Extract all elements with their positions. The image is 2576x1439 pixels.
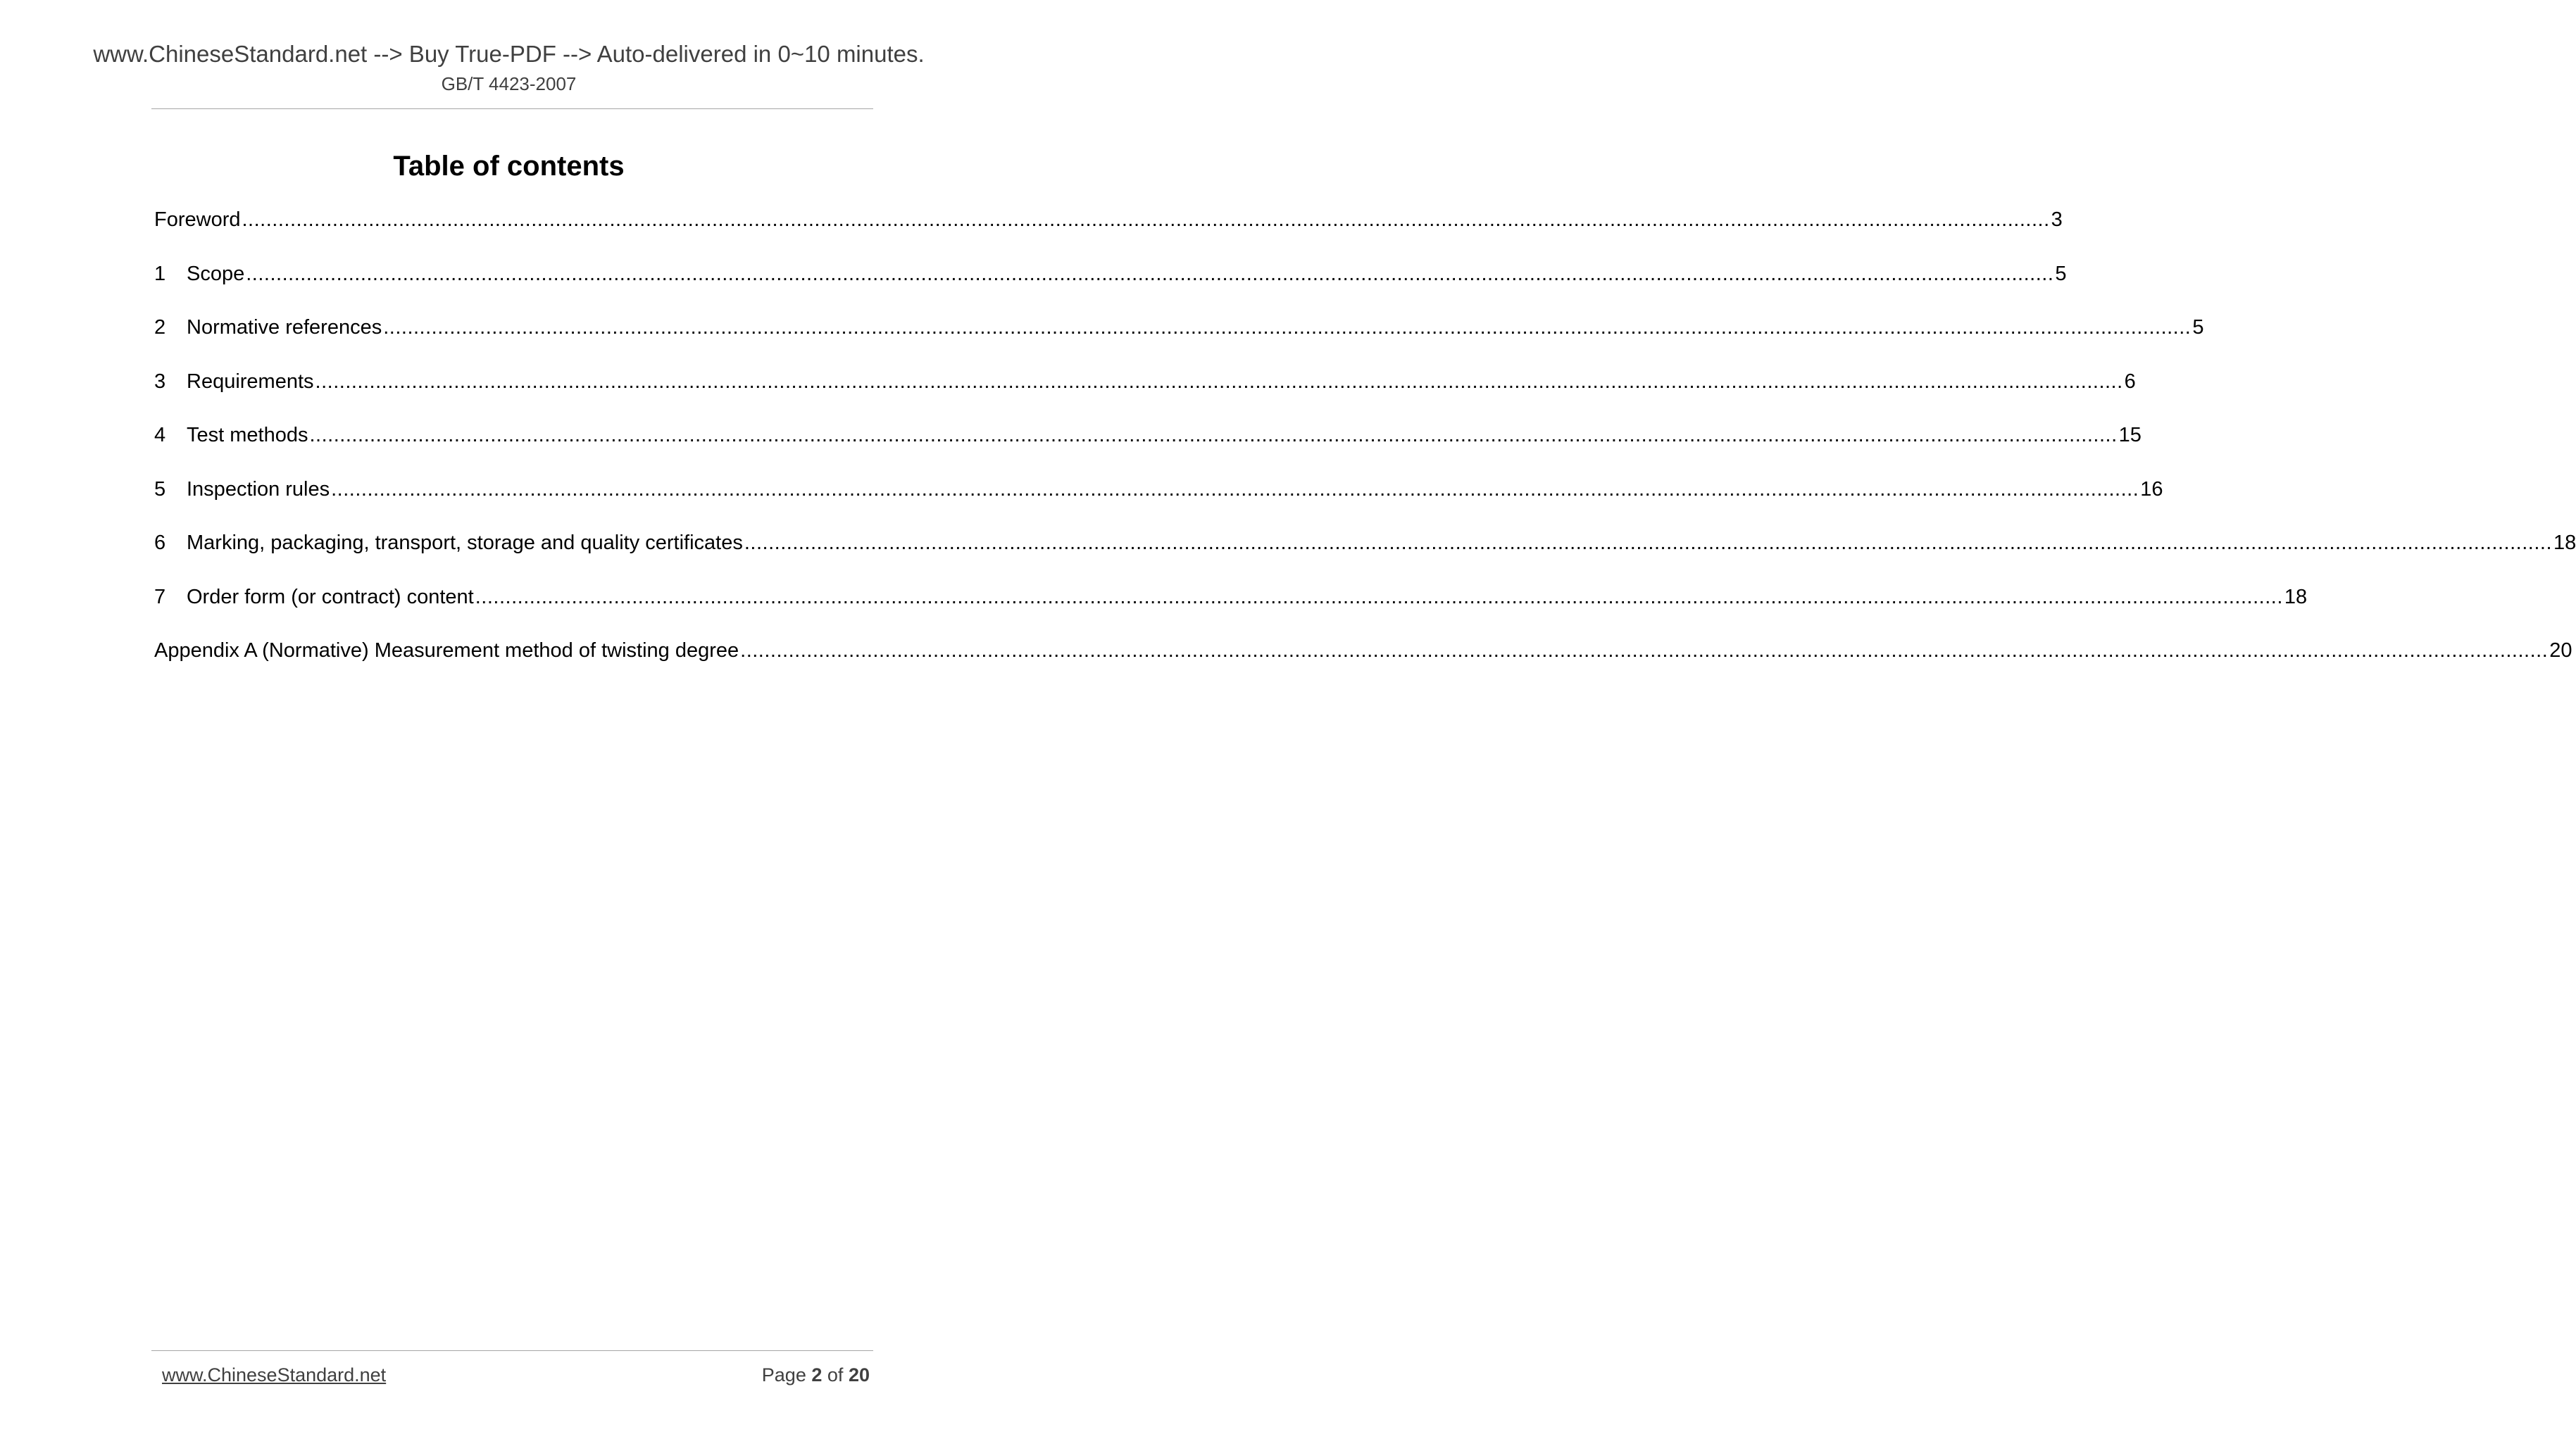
- toc-entry-page: 16: [2140, 477, 2163, 501]
- header-divider: [151, 108, 873, 109]
- toc-entry-label: Requirements: [187, 370, 314, 393]
- toc-entry-page: 18: [2284, 585, 2308, 608]
- page-prefix: Page: [761, 1364, 806, 1385]
- toc-entry-page: 6: [2124, 370, 2136, 393]
- toc-entry-foreword[interactable]: [154, 208, 2063, 263]
- toc-entry-test-methods[interactable]: [154, 424, 2142, 478]
- toc-entry-number: 7: [154, 585, 166, 608]
- toc-entry-label: Appendix A (Normative) Measurement method of twisting degree: [154, 639, 739, 662]
- toc-leader-dots: ............................................................................................................................................................................................................................................................................................................: [315, 370, 2123, 393]
- page-total: 20: [848, 1364, 870, 1385]
- toc-entry-normative-references[interactable]: [154, 316, 2204, 370]
- toc-entry-page: 18: [2553, 532, 2576, 554]
- toc-entry-label: Foreword: [154, 208, 241, 231]
- header-standard-code: GB/T 4423-2007: [441, 73, 577, 94]
- header-site-banner: www.ChineseStandard.net --> Buy True-PDF --> Auto-delivered in 0~10 minutes.: [93, 41, 925, 67]
- toc-leader-dots: ............................................................................................................................................................................................................................................................................................................: [331, 477, 2139, 501]
- toc-entry-label: Normative references: [187, 316, 382, 339]
- toc-entry-label: Scope: [187, 262, 245, 285]
- page-indicator: [762, 1364, 870, 1386]
- toc-leader-dots: ............................................................................................................................................................................................................................................................................................................: [242, 208, 2050, 231]
- table-of-contents: [154, 208, 2576, 693]
- toc-entry-appendix-a[interactable]: [154, 639, 2572, 693]
- toc-entry-page: 15: [2118, 424, 2142, 446]
- toc-entry-scope[interactable]: [154, 262, 2067, 317]
- toc-entry-order-form[interactable]: [154, 585, 2308, 640]
- toc-leader-dots: ............................................................................................................................................................................................................................................................................................................: [475, 585, 2283, 608]
- toc-leader-dots: ............................................................................................................................................................................................................................................................................................................: [309, 424, 2118, 446]
- page-current: 2: [811, 1364, 823, 1385]
- toc-entry-marking-packaging[interactable]: [154, 532, 2576, 586]
- toc-entry-page: 5: [2055, 262, 2067, 285]
- toc-entry-inspection-rules[interactable]: [154, 477, 2163, 532]
- toc-entry-number: 4: [154, 424, 166, 446]
- toc-entry-number: 6: [154, 532, 166, 554]
- toc-entry-label: Order form (or contract) content: [187, 585, 474, 608]
- toc-entry-label: Inspection rules: [187, 477, 330, 501]
- toc-entry-label: Test methods: [187, 424, 308, 446]
- toc-leader-dots: ............................................................................................................................................................................................................................................................................................................: [744, 532, 2552, 554]
- toc-entry-number: 3: [154, 370, 166, 393]
- toc-entry-page: 5: [2192, 316, 2204, 339]
- footer-site-link[interactable]: www.ChineseStandard.net: [162, 1364, 387, 1385]
- toc-entry-requirements[interactable]: [154, 370, 2136, 425]
- toc-leader-dots: ............................................................................................................................................................................................................................................................................................................: [740, 639, 2549, 662]
- page-of: of: [827, 1364, 844, 1385]
- toc-entry-page: 20: [2549, 639, 2572, 662]
- toc-entry-number: 2: [154, 316, 166, 339]
- toc-entry-label: Marking, packaging, transport, storage and quality certificates: [187, 532, 743, 554]
- toc-entry-page: 3: [2051, 208, 2063, 231]
- footer-divider: [151, 1350, 873, 1351]
- toc-leader-dots: ............................................................................................................................................................................................................................................................................................................: [383, 316, 2192, 339]
- toc-entry-number: 1: [154, 262, 166, 285]
- toc-title: Table of contents: [393, 151, 625, 182]
- toc-leader-dots: ............................................................................................................................................................................................................................................................................................................: [246, 262, 2054, 285]
- toc-entry-number: 5: [154, 477, 166, 501]
